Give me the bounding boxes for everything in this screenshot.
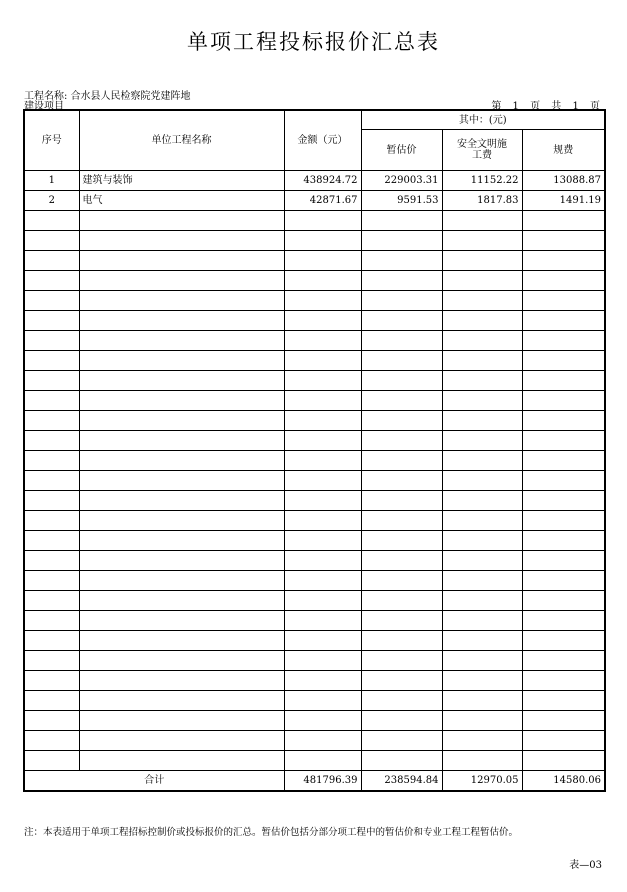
table-row-empty (24, 371, 605, 391)
empty-cell (522, 591, 605, 611)
empty-cell (442, 471, 522, 491)
table-row-empty (24, 511, 605, 531)
empty-cell (442, 531, 522, 551)
empty-cell (522, 451, 605, 471)
cell-name: 建筑与装饰 (79, 171, 284, 191)
page-current: 1 (512, 101, 520, 112)
cell-provisional: 229003.31 (361, 171, 442, 191)
empty-cell (361, 631, 442, 651)
empty-cell (284, 751, 361, 771)
empty-cell (442, 351, 522, 371)
empty-cell (284, 651, 361, 671)
empty-cell (361, 511, 442, 531)
cell-safety: 11152.22 (442, 171, 522, 191)
page-di: 第 (491, 101, 503, 112)
empty-cell (361, 671, 442, 691)
empty-cell (24, 491, 79, 511)
empty-cell (522, 671, 605, 691)
empty-cell (79, 511, 284, 531)
table-row-empty (24, 551, 605, 571)
empty-cell (522, 471, 605, 491)
empty-cell (284, 231, 361, 251)
empty-cell (24, 671, 79, 691)
empty-cell (522, 631, 605, 651)
table-row-empty (24, 431, 605, 451)
empty-cell (79, 551, 284, 571)
header-of-which: 其中：(元) (361, 110, 605, 130)
empty-cell (522, 551, 605, 571)
empty-cell (284, 391, 361, 411)
empty-cell (442, 311, 522, 331)
empty-cell (522, 351, 605, 371)
cell-fees: 13088.87 (522, 171, 605, 191)
empty-cell (24, 731, 79, 751)
empty-cell (442, 511, 522, 531)
empty-cell (79, 631, 284, 651)
empty-cell (284, 591, 361, 611)
empty-cell (522, 391, 605, 411)
empty-cell (284, 331, 361, 351)
empty-cell (24, 291, 79, 311)
empty-cell (24, 231, 79, 251)
empty-cell (79, 371, 284, 391)
empty-cell (522, 731, 605, 751)
empty-cell (79, 671, 284, 691)
footnote: 注：本表适用于单项工程招标控制价或投标报价的汇总。暂估价包括分部分项工程中的暂估价和专业工程工程暂估价。 (24, 827, 519, 838)
empty-cell (361, 751, 442, 771)
empty-cell (361, 731, 442, 751)
empty-cell (442, 451, 522, 471)
table-row (24, 171, 605, 191)
empty-cell (24, 711, 79, 731)
table-row-empty (24, 731, 605, 751)
empty-cell (522, 491, 605, 511)
summary-table (23, 109, 606, 792)
empty-cell (24, 611, 79, 631)
empty-cell (24, 651, 79, 671)
empty-cell (442, 591, 522, 611)
cell-amount: 42871.67 (284, 191, 361, 211)
empty-cell (361, 591, 442, 611)
empty-cell (361, 711, 442, 731)
cell-seq: 2 (24, 191, 79, 211)
empty-cell (79, 611, 284, 631)
total-provisional: 238594.84 (361, 771, 442, 792)
table-row-empty (24, 351, 605, 371)
empty-cell (442, 331, 522, 351)
table-row-empty (24, 331, 605, 351)
table-row-empty (24, 251, 605, 271)
page-title: 单项工程投标报价汇总表 (187, 30, 440, 54)
project-label: 工程名称: (24, 91, 68, 102)
empty-cell (522, 751, 605, 771)
table-row-empty (24, 271, 605, 291)
empty-cell (79, 471, 284, 491)
table-row-empty (24, 211, 605, 231)
empty-cell (79, 291, 284, 311)
empty-cell (361, 491, 442, 511)
empty-cell (284, 311, 361, 331)
empty-cell (522, 411, 605, 431)
empty-cell (442, 691, 522, 711)
table-row-empty (24, 711, 605, 731)
empty-cell (284, 351, 361, 371)
empty-cell (442, 571, 522, 591)
empty-cell (442, 631, 522, 651)
empty-cell (24, 751, 79, 771)
total-amount: 481796.39 (284, 771, 361, 792)
empty-cell (442, 671, 522, 691)
empty-cell (79, 711, 284, 731)
page-total: 1 (572, 101, 580, 112)
empty-cell (522, 531, 605, 551)
table-row-empty (24, 591, 605, 611)
empty-cell (284, 371, 361, 391)
empty-cell (24, 331, 79, 351)
table-row-empty (24, 451, 605, 471)
empty-cell (284, 531, 361, 551)
empty-cell (361, 231, 442, 251)
empty-cell (284, 511, 361, 531)
table-row (24, 191, 605, 211)
empty-cell (284, 691, 361, 711)
empty-cell (284, 451, 361, 471)
total-label: 合计 (24, 771, 284, 792)
empty-cell (442, 271, 522, 291)
empty-cell (24, 451, 79, 471)
empty-cell (361, 651, 442, 671)
empty-cell (361, 571, 442, 591)
empty-cell (284, 731, 361, 751)
empty-cell (284, 411, 361, 431)
total-safety: 12970.05 (442, 771, 522, 792)
empty-cell (522, 291, 605, 311)
empty-cell (522, 211, 605, 231)
header-seq: 序号 (24, 110, 79, 171)
empty-cell (361, 431, 442, 451)
empty-cell (361, 451, 442, 471)
empty-cell (79, 571, 284, 591)
cell-seq: 1 (24, 171, 79, 191)
empty-cell (522, 311, 605, 331)
empty-cell (284, 491, 361, 511)
empty-cell (361, 691, 442, 711)
empty-cell (442, 751, 522, 771)
empty-cell (284, 251, 361, 271)
empty-cell (79, 731, 284, 751)
project-sub: 建设项目 (24, 101, 64, 112)
header-amount: 金额（元） (284, 110, 361, 171)
empty-cell (79, 331, 284, 351)
empty-cell (284, 471, 361, 491)
empty-cell (24, 691, 79, 711)
empty-cell (442, 231, 522, 251)
empty-cell (522, 431, 605, 451)
empty-cell (442, 431, 522, 451)
empty-cell (284, 631, 361, 651)
empty-cell (79, 531, 284, 551)
empty-cell (24, 351, 79, 371)
empty-cell (522, 511, 605, 531)
empty-cell (522, 371, 605, 391)
empty-cell (24, 391, 79, 411)
empty-cell (24, 251, 79, 271)
empty-cell (522, 251, 605, 271)
empty-cell (79, 351, 284, 371)
empty-cell (361, 351, 442, 371)
empty-cell (79, 211, 284, 231)
empty-cell (79, 431, 284, 451)
empty-cell (361, 331, 442, 351)
empty-cell (79, 451, 284, 471)
empty-cell (522, 571, 605, 591)
empty-cell (284, 271, 361, 291)
empty-cell (522, 711, 605, 731)
table-row-empty (24, 231, 605, 251)
empty-cell (24, 311, 79, 331)
empty-cell (79, 411, 284, 431)
empty-cell (79, 491, 284, 511)
table-row-empty (24, 571, 605, 591)
empty-cell (284, 711, 361, 731)
page-ye: 页 (530, 101, 542, 112)
table-row-empty (24, 671, 605, 691)
empty-cell (24, 471, 79, 491)
empty-cell (284, 211, 361, 231)
empty-cell (361, 271, 442, 291)
empty-cell (24, 571, 79, 591)
empty-cell (522, 331, 605, 351)
table-row-empty (24, 291, 605, 311)
header-provisional: 暂估价 (361, 130, 442, 171)
empty-cell (361, 471, 442, 491)
empty-cell (284, 671, 361, 691)
empty-cell (24, 631, 79, 651)
empty-cell (522, 611, 605, 631)
empty-cell (79, 751, 284, 771)
empty-cell (284, 611, 361, 631)
empty-cell (24, 511, 79, 531)
table-row-empty (24, 691, 605, 711)
total-row (24, 771, 605, 792)
empty-cell (79, 251, 284, 271)
total-fees: 14580.06 (522, 771, 605, 792)
page-ye2: 页 (590, 101, 601, 112)
empty-cell (442, 651, 522, 671)
header-safety: 安全文明施工费 (442, 130, 522, 171)
empty-cell (442, 551, 522, 571)
empty-cell (361, 411, 442, 431)
empty-cell (442, 731, 522, 751)
empty-cell (442, 211, 522, 231)
empty-cell (284, 431, 361, 451)
table-row-empty (24, 311, 605, 331)
project-name: 合水县人民检察院党建阵地 (70, 91, 191, 102)
table-row-empty (24, 651, 605, 671)
table-row-empty (24, 611, 605, 631)
empty-cell (442, 611, 522, 631)
empty-cell (442, 711, 522, 731)
table-row-empty (24, 751, 605, 771)
empty-cell (24, 371, 79, 391)
table-row-empty (24, 411, 605, 431)
empty-cell (79, 231, 284, 251)
empty-cell (79, 591, 284, 611)
empty-cell (284, 571, 361, 591)
empty-cell (24, 271, 79, 291)
empty-cell (442, 491, 522, 511)
empty-cell (24, 531, 79, 551)
form-number: 表—03 (569, 860, 602, 871)
empty-cell (24, 411, 79, 431)
page-gong: 共 (551, 101, 563, 112)
empty-cell (24, 551, 79, 571)
empty-cell (79, 311, 284, 331)
empty-cell (442, 291, 522, 311)
empty-cell (361, 311, 442, 331)
empty-cell (284, 551, 361, 571)
cell-amount: 438924.72 (284, 171, 361, 191)
empty-cell (361, 611, 442, 631)
empty-cell (442, 371, 522, 391)
cell-safety: 1817.83 (442, 191, 522, 211)
empty-cell (284, 291, 361, 311)
cell-name: 电气 (79, 191, 284, 211)
table-row-empty (24, 491, 605, 511)
table-row-empty (24, 391, 605, 411)
empty-cell (442, 411, 522, 431)
table-row-empty (24, 631, 605, 651)
empty-cell (361, 551, 442, 571)
empty-cell (522, 271, 605, 291)
empty-cell (24, 431, 79, 451)
empty-cell (79, 391, 284, 411)
table-row-empty (24, 531, 605, 551)
empty-cell (522, 231, 605, 251)
empty-cell (442, 391, 522, 411)
empty-cell (79, 691, 284, 711)
header-name: 单位工程名称 (79, 110, 284, 171)
cell-fees: 1491.19 (522, 191, 605, 211)
empty-cell (361, 391, 442, 411)
empty-cell (522, 691, 605, 711)
empty-cell (79, 651, 284, 671)
empty-cell (361, 531, 442, 551)
header-fees: 规费 (522, 130, 605, 171)
empty-cell (522, 651, 605, 671)
empty-cell (361, 251, 442, 271)
empty-cell (24, 591, 79, 611)
empty-cell (24, 211, 79, 231)
empty-cell (361, 371, 442, 391)
empty-cell (361, 211, 442, 231)
empty-cell (361, 291, 442, 311)
empty-cell (79, 271, 284, 291)
cell-provisional: 9591.53 (361, 191, 442, 211)
table-row-empty (24, 471, 605, 491)
empty-cell (442, 251, 522, 271)
